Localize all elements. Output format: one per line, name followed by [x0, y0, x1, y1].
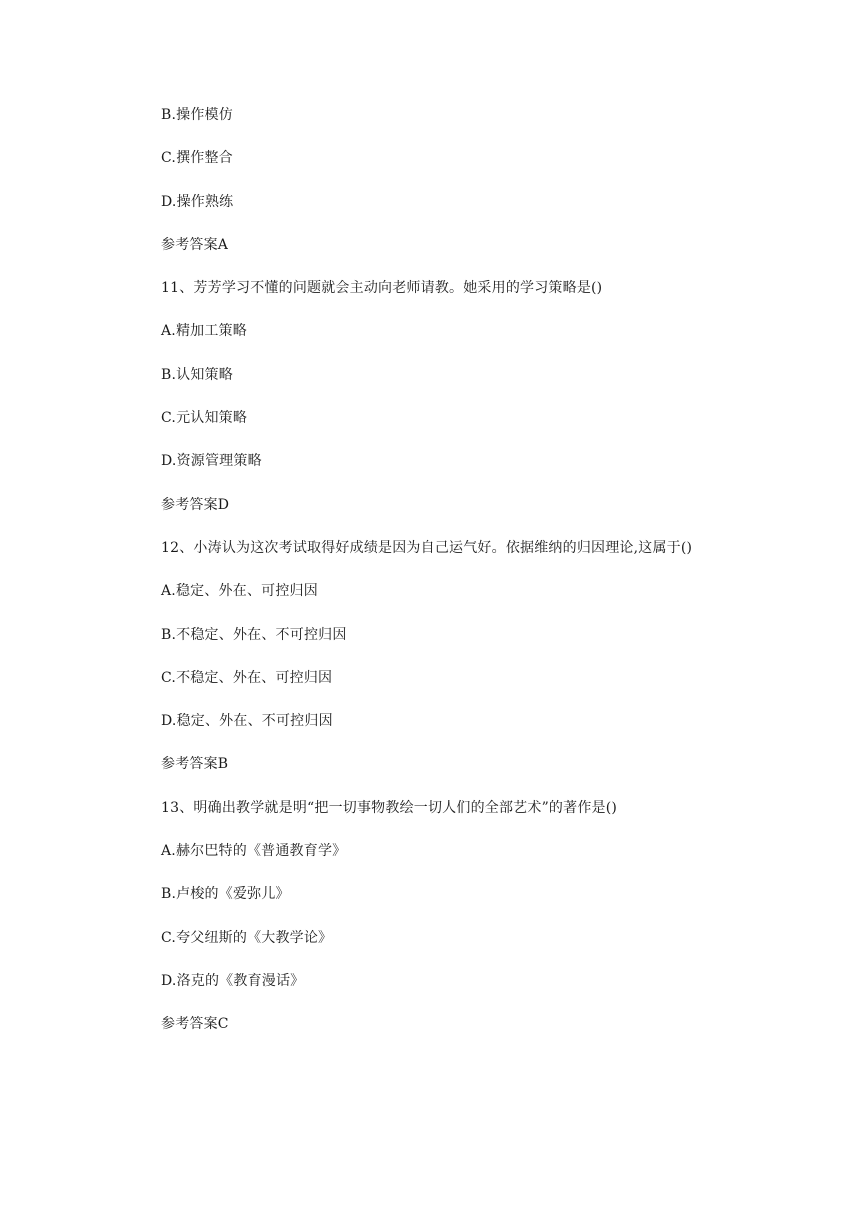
answer-q13: 参考答案C	[161, 1016, 229, 1033]
document-body	[161, 104, 781, 1057]
answer-q10: 参考答案A	[161, 236, 229, 253]
option-a-q11: A.精加工策略	[161, 323, 247, 340]
option-a-q12: A.稳定、外在、可控归因	[161, 583, 318, 600]
option-b-q10: B.操作模仿	[161, 107, 233, 123]
option-b-q13: B.卢梭的《爱弥儿》	[161, 886, 290, 903]
option-a-q13: A.赫尔巴特的《普通教育学》	[161, 843, 347, 860]
question-11: 11、芳芳学习不懂的问题就会主动向老师请教。她采用的学习策略是()	[161, 280, 603, 297]
answer-q12: 参考答案B	[161, 756, 229, 773]
question-13: 13、明确出教学就是明“把一切事物教绘一切人们的全部艺术”的著作是()	[161, 799, 618, 816]
option-d-q12: D.稳定、外在、不可控归因	[161, 713, 333, 730]
option-b-q12: B.不稳定、外在、不可控归因	[161, 626, 347, 643]
option-c-q12: C.不稳定、外在、可控归因	[161, 669, 333, 686]
question-12: 12、小涛认为这次考试取得好成绩是因为自己运气好。依据维纳的归因理论,这属于()	[161, 539, 693, 556]
option-d-q10: D.操作熟练	[161, 193, 234, 210]
option-c-q10: C.撰作整合	[161, 150, 233, 167]
option-d-q13: D.洛克的《教育漫话》	[161, 972, 305, 989]
option-c-q13: C.夸父纽斯的《大教学论》	[161, 929, 333, 946]
option-b-q11: B.认知策略	[161, 366, 233, 383]
option-d-q11: D.资源管理策略	[161, 453, 262, 470]
answer-q11: 参考答案D	[161, 496, 230, 513]
option-c-q11: C.元认知策略	[161, 410, 248, 427]
